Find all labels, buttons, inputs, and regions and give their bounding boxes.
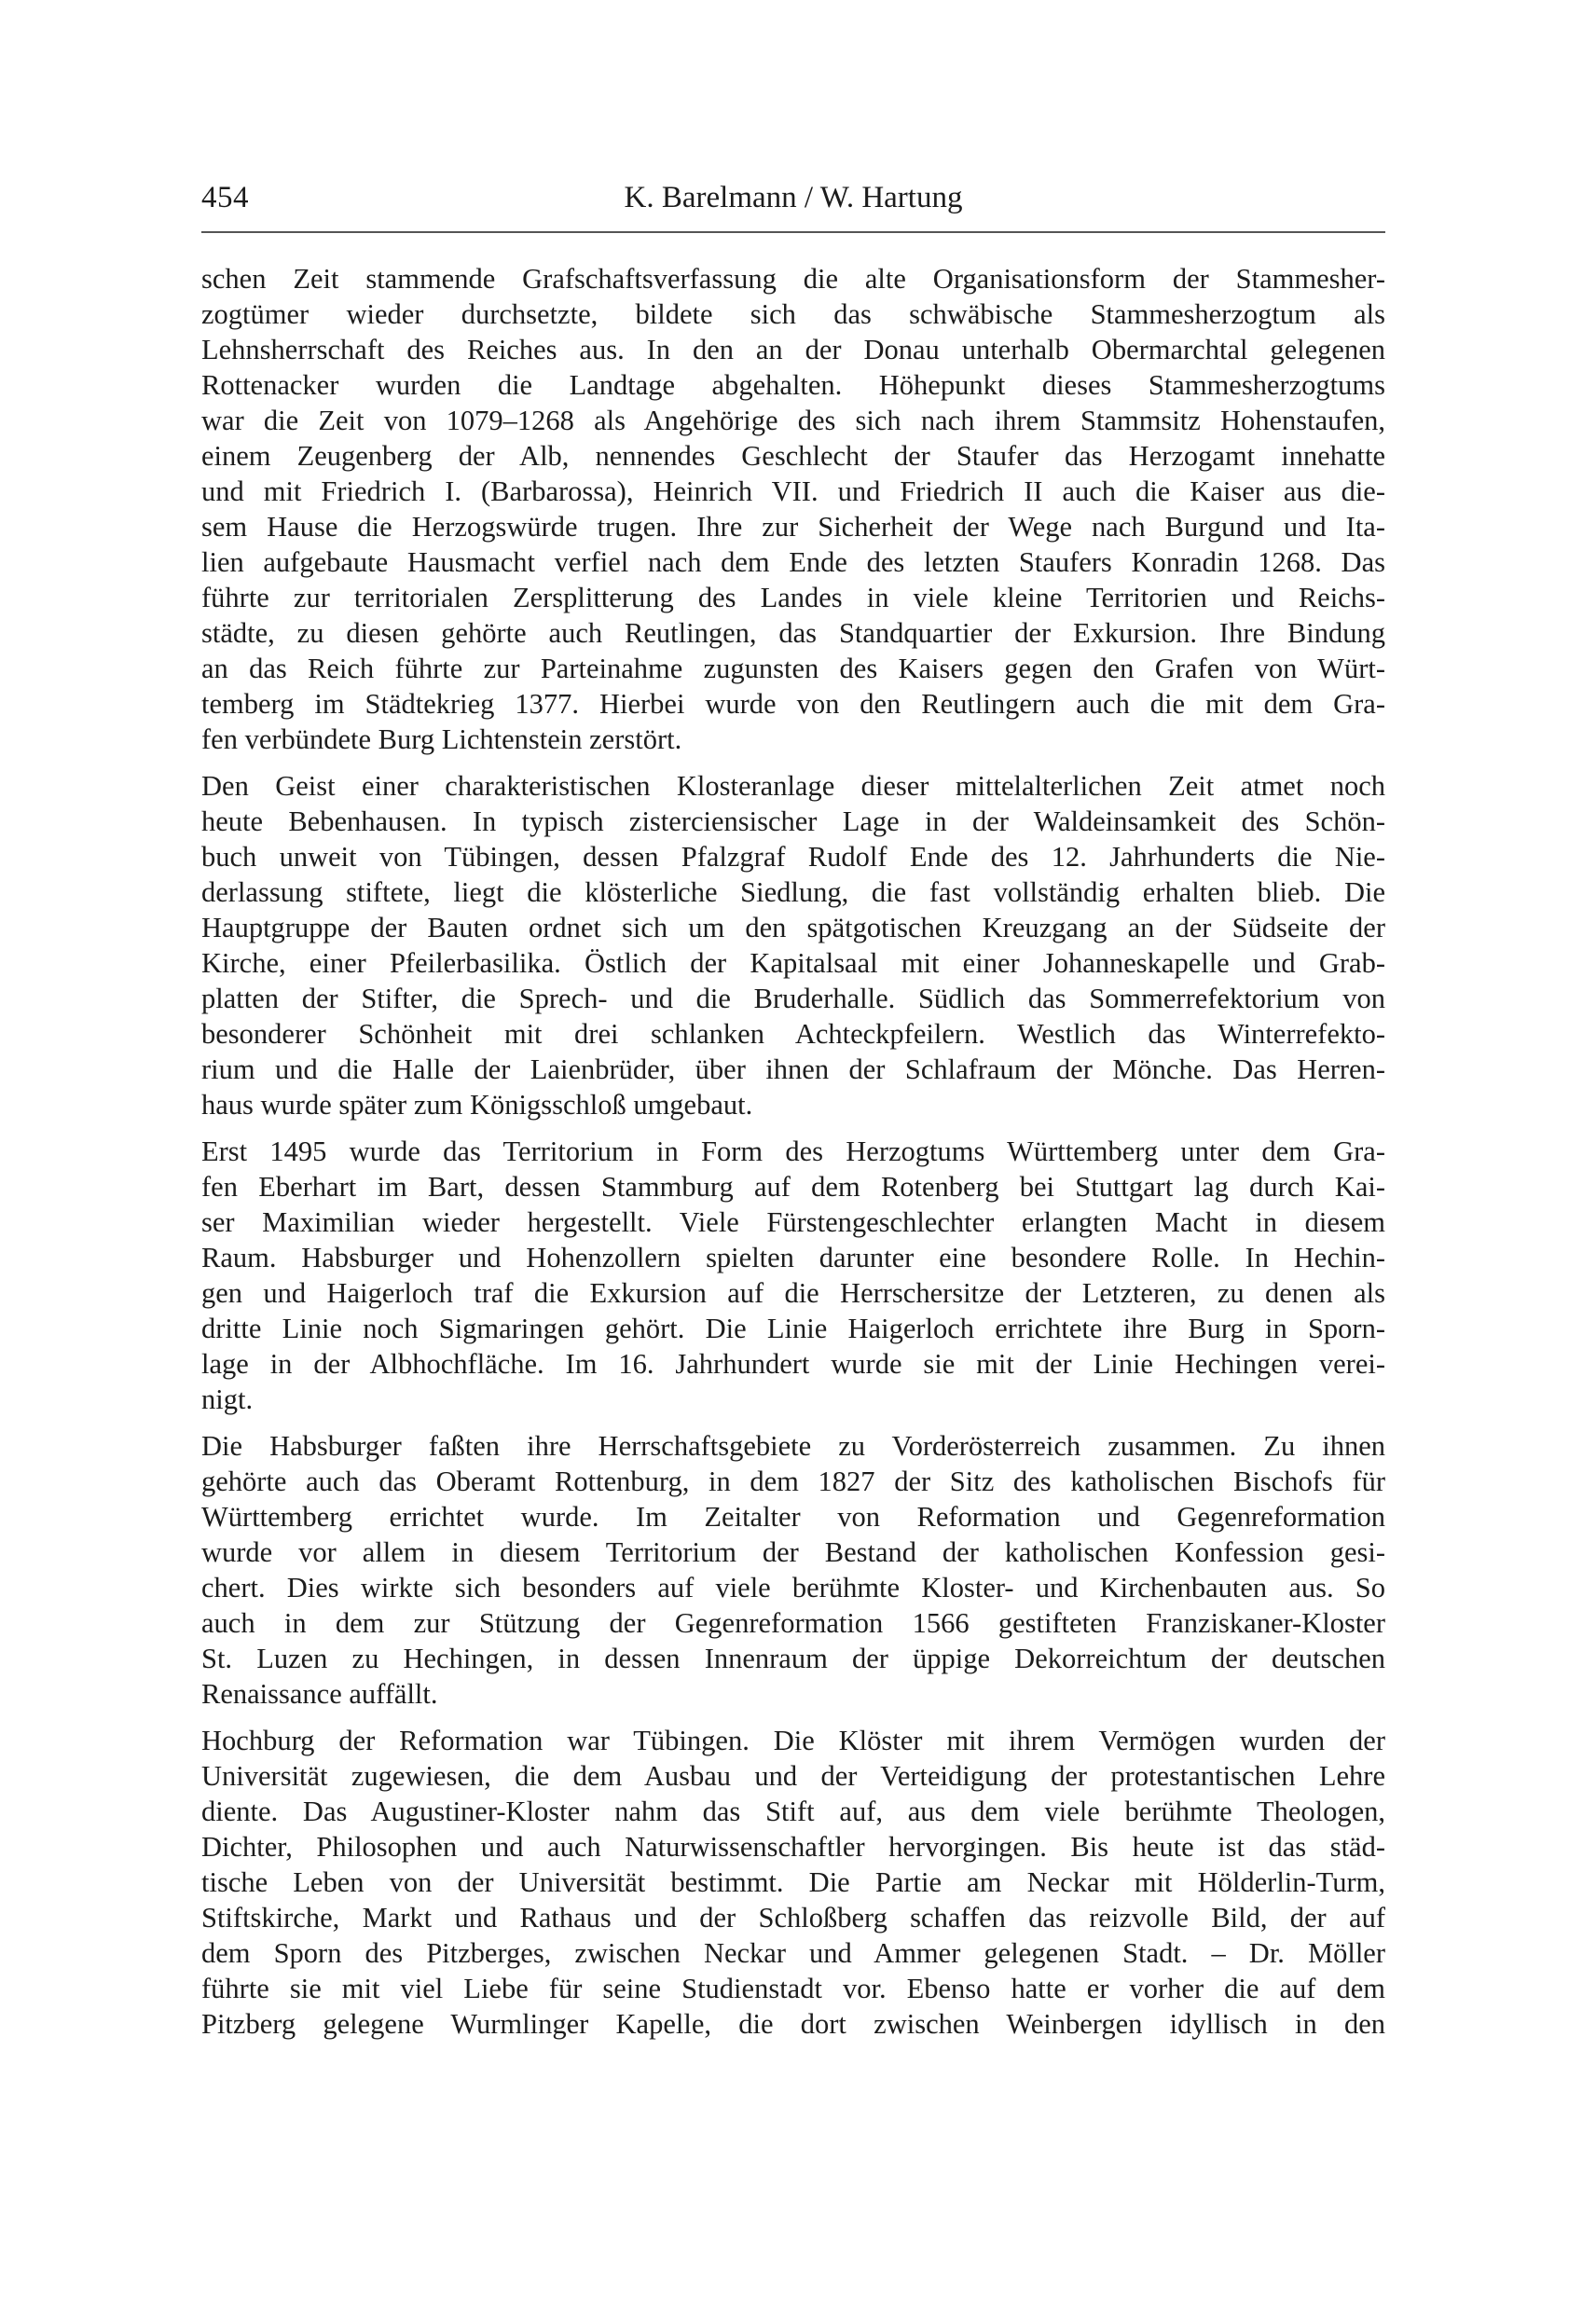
text-line: einem Zeugenberg der Alb, nennendes Geschlecht der Staufer das Herzogamt innehatte xyxy=(201,440,1385,472)
text-line: lien aufgebaute Hausmacht verfiel nach dem Ende des letzten Staufers Konradin 1268. Das xyxy=(201,546,1385,578)
text-line: Den Geist einer charakteristischen Klosteranlage dieser mittelalterlichen Zeit atmet noch xyxy=(201,770,1385,802)
text-line: schen Zeit stammende Grafschaftsverfassung die alte Organisationsform der Stammesher- xyxy=(201,263,1385,295)
text-line: temberg im Städtekrieg 1377. Hierbei wurde von den Reutlingern auch die mit dem Gra- xyxy=(201,688,1385,720)
text-line: Raum. Habsburger und Hohenzollern spielten darunter eine besondere Rolle. In Hechin- xyxy=(201,1242,1385,1273)
text-line: fen verbündete Burg Lichtenstein zerstört. xyxy=(201,723,682,755)
text-line: diente. Das Augustiner-Kloster nahm das Stift auf, aus dem viele berühmte Theologen, xyxy=(201,1796,1385,1827)
text-line: haus wurde später zum Königsschloß umgebaut. xyxy=(201,1089,753,1121)
text-line: rium und die Halle der Laienbrüder, über ihnen der Schlafraum der Mönche. Das Herren- xyxy=(201,1053,1385,1085)
text-line: führte zur territorialen Zersplitterung des Landes in viele kleine Territorien und Reichs- xyxy=(201,582,1385,613)
paragraph xyxy=(201,261,1385,757)
text-line: Pitzberg gelegene Wurmlinger Kapelle, die dort zwischen Weinbergen idyllisch in den xyxy=(201,2008,1385,2040)
text-line: Hauptgruppe der Bauten ordnet sich um den spätgotischen Kreuzgang an der Südseite der xyxy=(201,912,1385,943)
text-line: Württemberg errichtet wurde. Im Zeitalter von Reformation und Gegenreformation xyxy=(201,1501,1385,1533)
text-line: Universität zugewiesen, die dem Ausbau und der Verteidigung der protestantischen Lehre xyxy=(201,1760,1385,1792)
text-line: zogtümer wieder durchsetzte, bildete sich das schwäbische Stammesherzogtum als xyxy=(201,298,1385,330)
text-line: dritte Linie noch Sigmaringen gehört. Die Linie Haigerloch errichtete ihre Burg in Sporn- xyxy=(201,1313,1385,1344)
paragraph xyxy=(201,768,1385,1122)
text-line: besonderer Schönheit mit drei schlanken Achteckpfeilern. Westlich das Winterrefekto- xyxy=(201,1018,1385,1050)
text-line: derlassung stiftete, liegt die klösterliche Siedlung, die fast vollständig erhalten blieb. Die xyxy=(201,876,1385,908)
text-line: ser Maximilian wieder hergestellt. Viele Fürstengeschlechter erlangten Macht in diesem xyxy=(201,1206,1385,1238)
text-line: führte sie mit viel Liebe für seine Studienstadt vor. Ebenso hatte er vorher die auf dem xyxy=(201,1973,1385,2004)
text-line: Hochburg der Reformation war Tübingen. Die Klöster mit ihrem Vermögen wurden der xyxy=(201,1725,1385,1756)
text-line: wurde vor allem in diesem Territorium der Bestand der katholischen Konfession gesi- xyxy=(201,1536,1385,1568)
text-line: fen Eberhart im Bart, dessen Stammburg auf dem Rotenberg bei Stuttgart lag durch Kai- xyxy=(201,1171,1385,1203)
text-line: gehörte auch das Oberamt Rottenburg, in dem 1827 der Sitz des katholischen Bischofs für xyxy=(201,1466,1385,1497)
text-line: Kirche, einer Pfeilerbasilika. Östlich der Kapitalsaal mit einer Johanneskapelle und Grab- xyxy=(201,947,1385,979)
paragraph xyxy=(201,1428,1385,1712)
text-line: lage in der Albhochfläche. Im 16. Jahrhundert wurde sie mit der Linie Hechingen verei- xyxy=(201,1348,1385,1380)
paragraph xyxy=(201,1723,1385,2042)
text-line: auch in dem zur Stützung der Gegenreformation 1566 gestifteten Franziskaner-Kloster xyxy=(201,1607,1385,1639)
running-head xyxy=(201,173,1385,233)
text-line: an das Reich führte zur Parteinahme zugunsten des Kaisers gegen den Grafen von Würt- xyxy=(201,653,1385,684)
text-line: Dichter, Philosophen und auch Naturwissenschaftler hervorgingen. Bis heute ist das städ- xyxy=(201,1831,1385,1863)
text-line: Lehnsherrschaft des Reiches aus. In den an der Donau unterhalb Obermarchtal gelegenen xyxy=(201,334,1385,365)
text-line: nigt. xyxy=(201,1383,254,1415)
text-line: städte, zu diesen gehörte auch Reutlingen, das Standquartier der Exkursion. Ihre Bindung xyxy=(201,617,1385,649)
text-line: buch unweit von Tübingen, dessen Pfalzgraf Rudolf Ende des 12. Jahrhunderts die Nie- xyxy=(201,841,1385,873)
text-line: war die Zeit von 1079–1268 als Angehörige des sich nach ihrem Stammsitz Hohenstaufen, xyxy=(201,405,1385,436)
text-line: sem Hause die Herzogswürde trugen. Ihre zur Sicherheit der Wege nach Burgund und Ita- xyxy=(201,511,1385,543)
text-line: gen und Haigerloch traf die Exkursion auf die Herrschersitze der Letzteren, zu denen als xyxy=(201,1277,1385,1309)
running-head-authors: K. Barelmann / W. Hartung xyxy=(624,181,963,214)
text-line: Rottenacker wurden die Landtage abgehalten. Höhepunkt dieses Stammesherzogtums xyxy=(201,369,1385,401)
paragraph xyxy=(201,1134,1385,1417)
text-line: St. Luzen zu Hechingen, in dessen Innenraum der üppige Dekorreichtum der deutschen xyxy=(201,1643,1385,1674)
text-line: dem Sporn des Pitzberges, zwischen Neckar und Ammer gelegenen Stadt. – Dr. Möller xyxy=(201,1937,1385,1969)
text-line: chert. Dies wirkte sich besonders auf viele berühmte Kloster- und Kirchenbauten aus. So xyxy=(201,1572,1385,1603)
text-line: Die Habsburger faßten ihre Herrschaftsgebiete zu Vorderösterreich zusammen. Zu ihnen xyxy=(201,1430,1385,1462)
text-line: Renaissance auffällt. xyxy=(201,1678,438,1710)
page-number: 454 xyxy=(201,181,249,214)
body-text xyxy=(201,261,1385,2053)
text-line: platten der Stifter, die Sprech- und die Bruderhalle. Südlich das Sommerrefektorium von xyxy=(201,983,1385,1014)
text-line: und mit Friedrich I. (Barbarossa), Heinrich VII. und Friedrich II auch die Kaiser aus die- xyxy=(201,475,1385,507)
text-line: heute Bebenhausen. In typisch zisterciensischer Lage in der Waldeinsamkeit des Schön- xyxy=(201,805,1385,837)
text-line: tische Leben von der Universität bestimmt. Die Partie am Neckar mit Hölderlin-Turm, xyxy=(201,1866,1385,1898)
text-line: Erst 1495 wurde das Territorium in Form des Herzogtums Württemberg unter dem Gra- xyxy=(201,1135,1385,1167)
text-line: Stiftskirche, Markt und Rathaus und der Schloßberg schaffen das reizvolle Bild, der auf xyxy=(201,1902,1385,1934)
